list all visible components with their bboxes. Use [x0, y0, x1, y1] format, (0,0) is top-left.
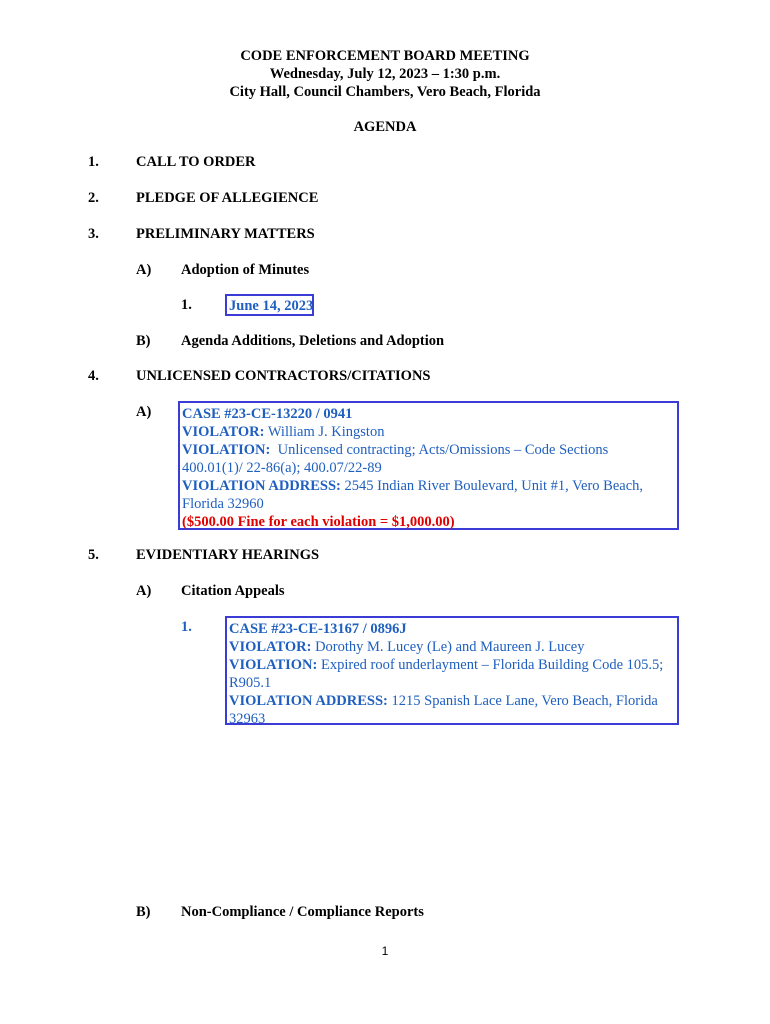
case-13220-address-line2: Florida 32960: [182, 496, 264, 512]
case-13167-violation: Expired roof underlayment – Florida Building Code 105.5;: [317, 657, 664, 673]
item-call-to-order: CALL TO ORDER: [136, 154, 256, 170]
case-13220-box[interactable]: [178, 401, 679, 530]
case-13220-address-label: VIOLATION ADDRESS:: [182, 478, 341, 494]
case-13220-fine: ($500.00 Fine for each violation = $1,000.00): [182, 514, 455, 530]
sub-letter-5b: B): [136, 904, 151, 920]
case-13167-address: 1215 Spanish Lace Lane, Vero Beach, Florida: [387, 693, 658, 709]
case-13220-violator-label: VIOLATOR:: [182, 424, 265, 440]
item-evidentiary-hearings: EVIDENTIARY HEARINGS: [136, 547, 320, 563]
case-13220-violator: William J. Kingston: [264, 424, 385, 440]
citation-number: 1.: [181, 619, 192, 635]
agenda-heading: AGENDA: [353, 119, 417, 135]
item-number-4: 4.: [88, 368, 99, 384]
item-unlicensed-contractors: UNLICENSED CONTRACTORS/CITATIONS: [136, 368, 431, 384]
sub-agenda-additions: Agenda Additions, Deletions and Adoption: [181, 333, 445, 349]
meeting-title: CODE ENFORCEMENT BOARD MEETING: [240, 48, 530, 64]
sub-compliance-reports: Non-Compliance / Compliance Reports: [181, 904, 424, 920]
page-number: 1: [381, 944, 389, 958]
case-13167-violation-codes: R905.1: [229, 675, 272, 691]
case-13220-address: 2545 Indian River Boulevard, Unit #1, Vero Beach,: [340, 478, 644, 494]
case-13167-violation-label: VIOLATION:: [229, 657, 318, 673]
case-13167-number[interactable]: CASE #23-CE-13167 / 0896J: [229, 621, 407, 637]
item-preliminary-matters: PRELIMINARY MATTERS: [136, 226, 315, 242]
sub-letter-3b: B): [136, 333, 151, 349]
sub-letter-3a: A): [136, 262, 152, 278]
item-number-5: 5.: [88, 547, 99, 563]
case-13220-violation-label: VIOLATION:: [182, 442, 271, 458]
case-13167-violator-label: VIOLATOR:: [229, 639, 312, 655]
case-13220-violation-codes: 400.01(1)/ 22-86(a); 400.07/22-89: [182, 460, 382, 476]
case-13167-address-label: VIOLATION ADDRESS:: [229, 693, 388, 709]
minutes-link-box[interactable]: [225, 294, 314, 316]
case-13167-violator: Dorothy M. Lucey (Le) and Maureen J. Lucey: [311, 639, 585, 655]
item-number-3: 3.: [88, 226, 99, 242]
case-13167-box[interactable]: [225, 616, 679, 725]
meeting-date: Wednesday, July 12, 2023 – 1:30 p.m.: [269, 66, 501, 82]
sub-citation-appeals: Citation Appeals: [181, 583, 285, 599]
item-number-1: 1.: [88, 154, 99, 170]
case-13220-violation: Unlicensed contracting; Acts/Omissions – Code Sections: [270, 442, 609, 458]
item-number-2: 2.: [88, 190, 99, 206]
minutes-number: 1.: [181, 297, 192, 313]
item-pledge: PLEDGE OF ALLEGIENCE: [136, 190, 319, 206]
minutes-link[interactable]: June 14, 2023: [229, 298, 314, 314]
sub-letter-4a: A): [136, 404, 152, 420]
sub-adoption-of-minutes: Adoption of Minutes: [181, 262, 310, 278]
meeting-location: City Hall, Council Chambers, Vero Beach, Florida: [229, 84, 541, 100]
case-13220-number[interactable]: CASE #23-CE-13220 / 0941: [182, 406, 353, 422]
case-13167-address-line2: 32963: [229, 711, 266, 727]
sub-letter-5a: A): [136, 583, 152, 599]
